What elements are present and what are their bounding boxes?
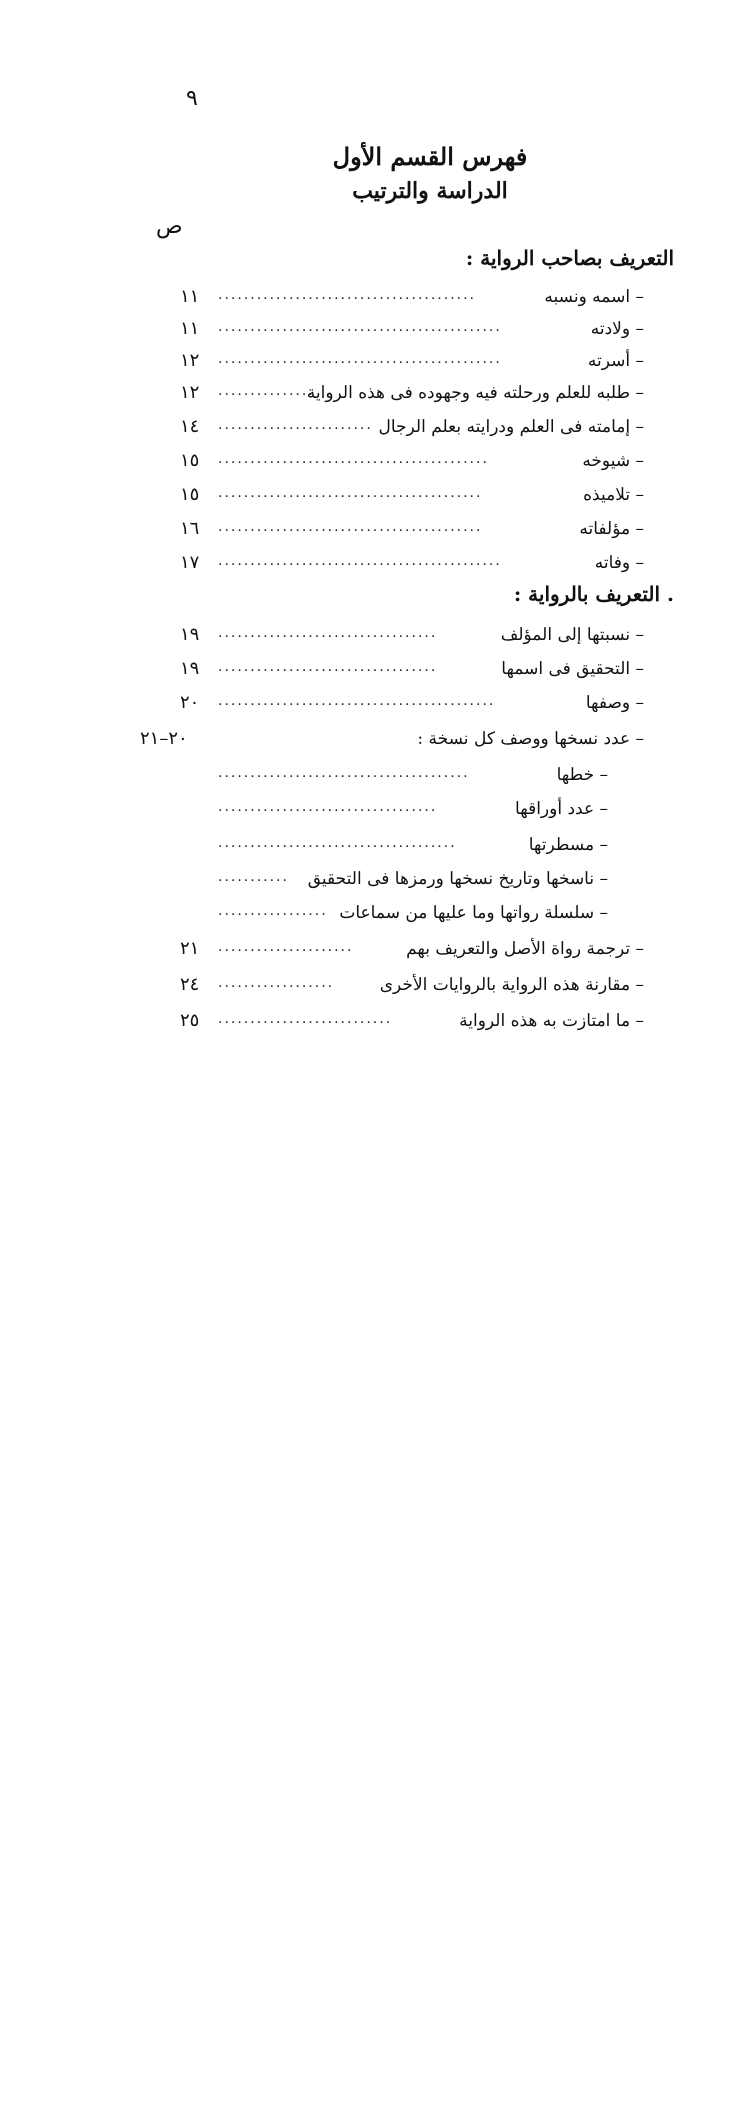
entry-text: – ناسخها وتاريخ نسخها ورمزها فى التحقيق <box>307 869 608 889</box>
toc-subentry <box>140 760 644 792</box>
leader-dots: ............... <box>218 383 315 399</box>
toc-entry <box>140 724 644 756</box>
entry-text: – تلاميذه <box>583 485 644 505</box>
toc-entry <box>140 446 644 478</box>
section-heading: . التعريف بالرواية : <box>513 582 674 606</box>
leader-dots: .................................. <box>218 659 438 675</box>
leader-dots: ........................................ <box>218 287 477 303</box>
entry-text: – مسطرتها <box>528 835 608 855</box>
entry-page: ١٢ <box>180 350 200 371</box>
entry-text: – ولادته <box>590 319 644 339</box>
entry-text: – طلبه للعلم ورحلته فيه وجهوده فى هذه الرواية <box>306 383 644 403</box>
toc-entry <box>140 548 644 580</box>
entry-page: ٢٥ <box>180 1010 200 1031</box>
entry-text: – شيوخه <box>582 451 644 471</box>
toc-subentry <box>140 864 644 896</box>
toc-entry <box>140 688 644 720</box>
toc-entry <box>140 378 644 410</box>
index-title: فهرس القسم الأول <box>332 142 528 171</box>
leader-dots: ............................................ <box>218 351 502 367</box>
toc-entry <box>140 346 644 378</box>
entry-text: – وفاته <box>594 553 644 573</box>
entry-page: ١٥ <box>180 450 200 471</box>
entry-page: ٢٤ <box>180 974 200 995</box>
entry-text: – وصفها <box>585 693 644 713</box>
entry-page: ١٩ <box>180 658 200 679</box>
toc-entry <box>140 412 644 444</box>
leader-dots: ............................................ <box>218 319 502 335</box>
entry-page: ٢١ <box>180 938 200 959</box>
toc-subentry <box>140 794 644 826</box>
leader-dots: ........................... <box>218 1011 393 1027</box>
toc-subentry <box>140 898 644 930</box>
toc-entry <box>140 1006 644 1038</box>
toc-entry <box>140 970 644 1002</box>
entry-page: ١٥ <box>180 484 200 505</box>
leader-dots: ..................................... <box>218 835 457 851</box>
toc-entry <box>140 514 644 546</box>
entry-page: ١٧ <box>180 552 200 573</box>
entry-text: – مقارنة هذه الرواية بالروايات الأخرى <box>379 975 644 995</box>
entry-text: – التحقيق فى اسمها <box>501 659 644 679</box>
entry-text: – اسمه ونسبه <box>544 287 644 307</box>
page-column-label: ص <box>156 214 183 239</box>
entry-page: ١١ <box>180 318 200 339</box>
leader-dots: ................. <box>218 903 328 919</box>
toc-subentry <box>140 830 644 862</box>
page-number: ٩ <box>186 86 198 111</box>
entry-text: – عدد أوراقها <box>515 799 608 819</box>
entry-text: – نسبتها إلى المؤلف <box>500 625 644 645</box>
entry-page: ٢٠–٢١ <box>140 728 188 749</box>
entry-page: ١٦ <box>180 518 200 539</box>
toc-entry <box>140 480 644 512</box>
entry-page: ١٩ <box>180 624 200 645</box>
entry-text: – إمامته فى العلم ودرايته بعلم الرجال <box>378 417 644 437</box>
entry-text: – أسرته <box>587 351 644 371</box>
entry-text: – عدد نسخها ووصف كل نسخة : <box>417 729 644 749</box>
leader-dots: .......................................... <box>218 451 489 467</box>
leader-dots: ........................ <box>218 417 373 433</box>
toc-entry <box>140 654 644 686</box>
leader-dots: ..................... <box>218 939 354 955</box>
leader-dots: ........... <box>218 869 289 885</box>
entry-page: ١٤ <box>180 416 200 437</box>
entry-text: – خطها <box>556 765 608 785</box>
entry-page: ٢٠ <box>180 692 200 713</box>
entry-text: – ما امتازت به هذه الرواية <box>459 1011 644 1031</box>
section-heading: التعريف بصاحب الرواية : <box>465 246 674 270</box>
entry-text: – سلسلة رواتها وما عليها من سماعات <box>339 903 608 923</box>
leader-dots: ............................................ <box>218 553 502 569</box>
entry-text: – مؤلفاته <box>579 519 644 539</box>
toc-entry <box>140 620 644 652</box>
leader-dots: .................................. <box>218 625 438 641</box>
entry-page: ١١ <box>180 286 200 307</box>
entry-text: – ترجمة رواة الأصل والتعريف بهم <box>406 939 644 959</box>
toc-entry <box>140 934 644 966</box>
toc-entry <box>140 282 644 314</box>
toc-entry <box>140 314 644 346</box>
leader-dots: .................................. <box>218 799 438 815</box>
leader-dots: ......................................... <box>218 519 483 535</box>
leader-dots: ......................................... <box>218 485 483 501</box>
leader-dots: ....................................... <box>218 765 470 781</box>
index-subtitle: الدراسة والترتيب <box>352 178 508 204</box>
entry-page: ١٢ <box>180 382 200 403</box>
leader-dots: .................. <box>218 975 335 991</box>
leader-dots: ........................................... <box>218 693 496 709</box>
